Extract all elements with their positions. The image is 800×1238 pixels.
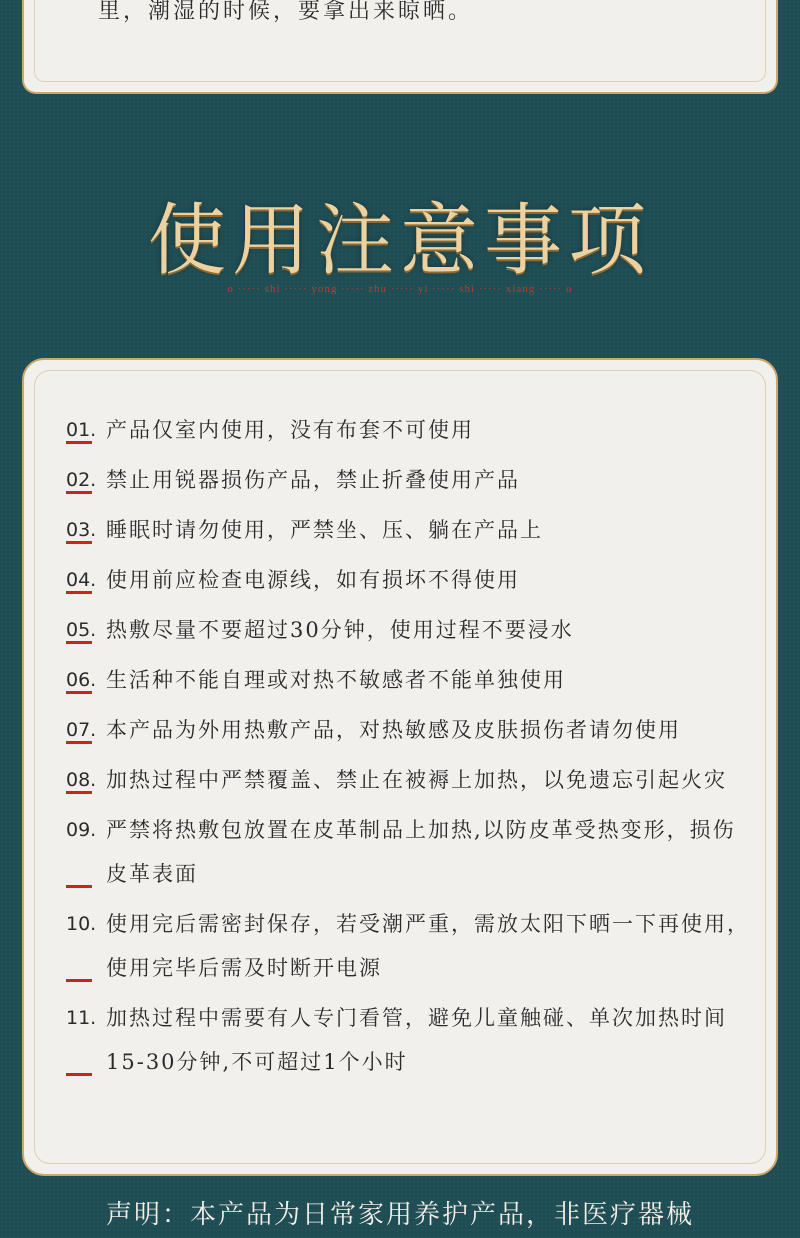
- top-info-panel: [22, 0, 778, 94]
- item-text: 本产品为外用热敷产品，对热敏感及皮肤损伤者请勿使用: [106, 718, 681, 742]
- top-panel-text: 里，潮湿的时候，要拿出来晾晒。: [98, 0, 474, 24]
- item-number: 05.: [66, 608, 106, 652]
- notice-item: [66, 558, 756, 602]
- notice-item: [66, 758, 756, 802]
- item-text: 使用完后需密封保存，若受潮严重，需放太阳下晒一下再使用，使用完毕后需及时断开电源: [106, 912, 750, 980]
- item-number: 11.: [66, 996, 106, 1084]
- item-text: 产品仅室内使用，没有布套不可使用: [106, 418, 474, 442]
- item-number: 09.: [66, 808, 106, 896]
- notice-item: [66, 508, 756, 552]
- item-number: 08.: [66, 758, 106, 802]
- item-number: 01.: [66, 408, 106, 452]
- notice-item: [66, 608, 756, 652]
- item-number: 06.: [66, 658, 106, 702]
- item-number: 04.: [66, 558, 106, 602]
- item-number: 07.: [66, 708, 106, 752]
- item-text: 严禁将热敷包放置在皮革制品上加热,以防皮革受热变形，损伤皮革表面: [106, 818, 736, 886]
- disclaimer-footer: 声明：本产品为日常家用养护产品，非医疗器械: [105, 1200, 694, 1230]
- item-number: 10.: [66, 902, 106, 990]
- title-pinyin: o ····· shi ····· yong ····· zhu ····· yi ····· shi ····· xiang ····· o: [227, 283, 573, 295]
- item-text: 加热过程中需要有人专门看管，避免儿童触碰、单次加热时间15-30分钟,不可超过1个小时: [106, 1006, 727, 1074]
- item-text: 睡眠时请勿使用，严禁坐、压、躺在产品上: [106, 518, 543, 542]
- item-text: 生活种不能自理或对热不敏感者不能单独使用: [106, 668, 566, 692]
- item-number: 03.: [66, 508, 106, 552]
- notice-item: [66, 408, 756, 452]
- item-text: 使用前应检查电源线，如有损坏不得使用: [106, 568, 520, 592]
- notice-item: [66, 658, 756, 702]
- item-text: 热敷尽量不要超过30分钟，使用过程不要浸水: [106, 618, 574, 642]
- item-text: 加热过程中严禁覆盖、禁止在被褥上加热，以免遗忘引起火灾: [106, 768, 727, 792]
- notice-item: [66, 902, 756, 990]
- section-title: 使用注意事项: [147, 196, 652, 286]
- item-number: 02.: [66, 458, 106, 502]
- notice-list: [66, 408, 756, 1090]
- notice-item: [66, 808, 756, 896]
- notice-item: [66, 708, 756, 752]
- notice-item: [66, 996, 756, 1084]
- notice-item: [66, 458, 756, 502]
- item-text: 禁止用锐器损伤产品，禁止折叠使用产品: [106, 468, 520, 492]
